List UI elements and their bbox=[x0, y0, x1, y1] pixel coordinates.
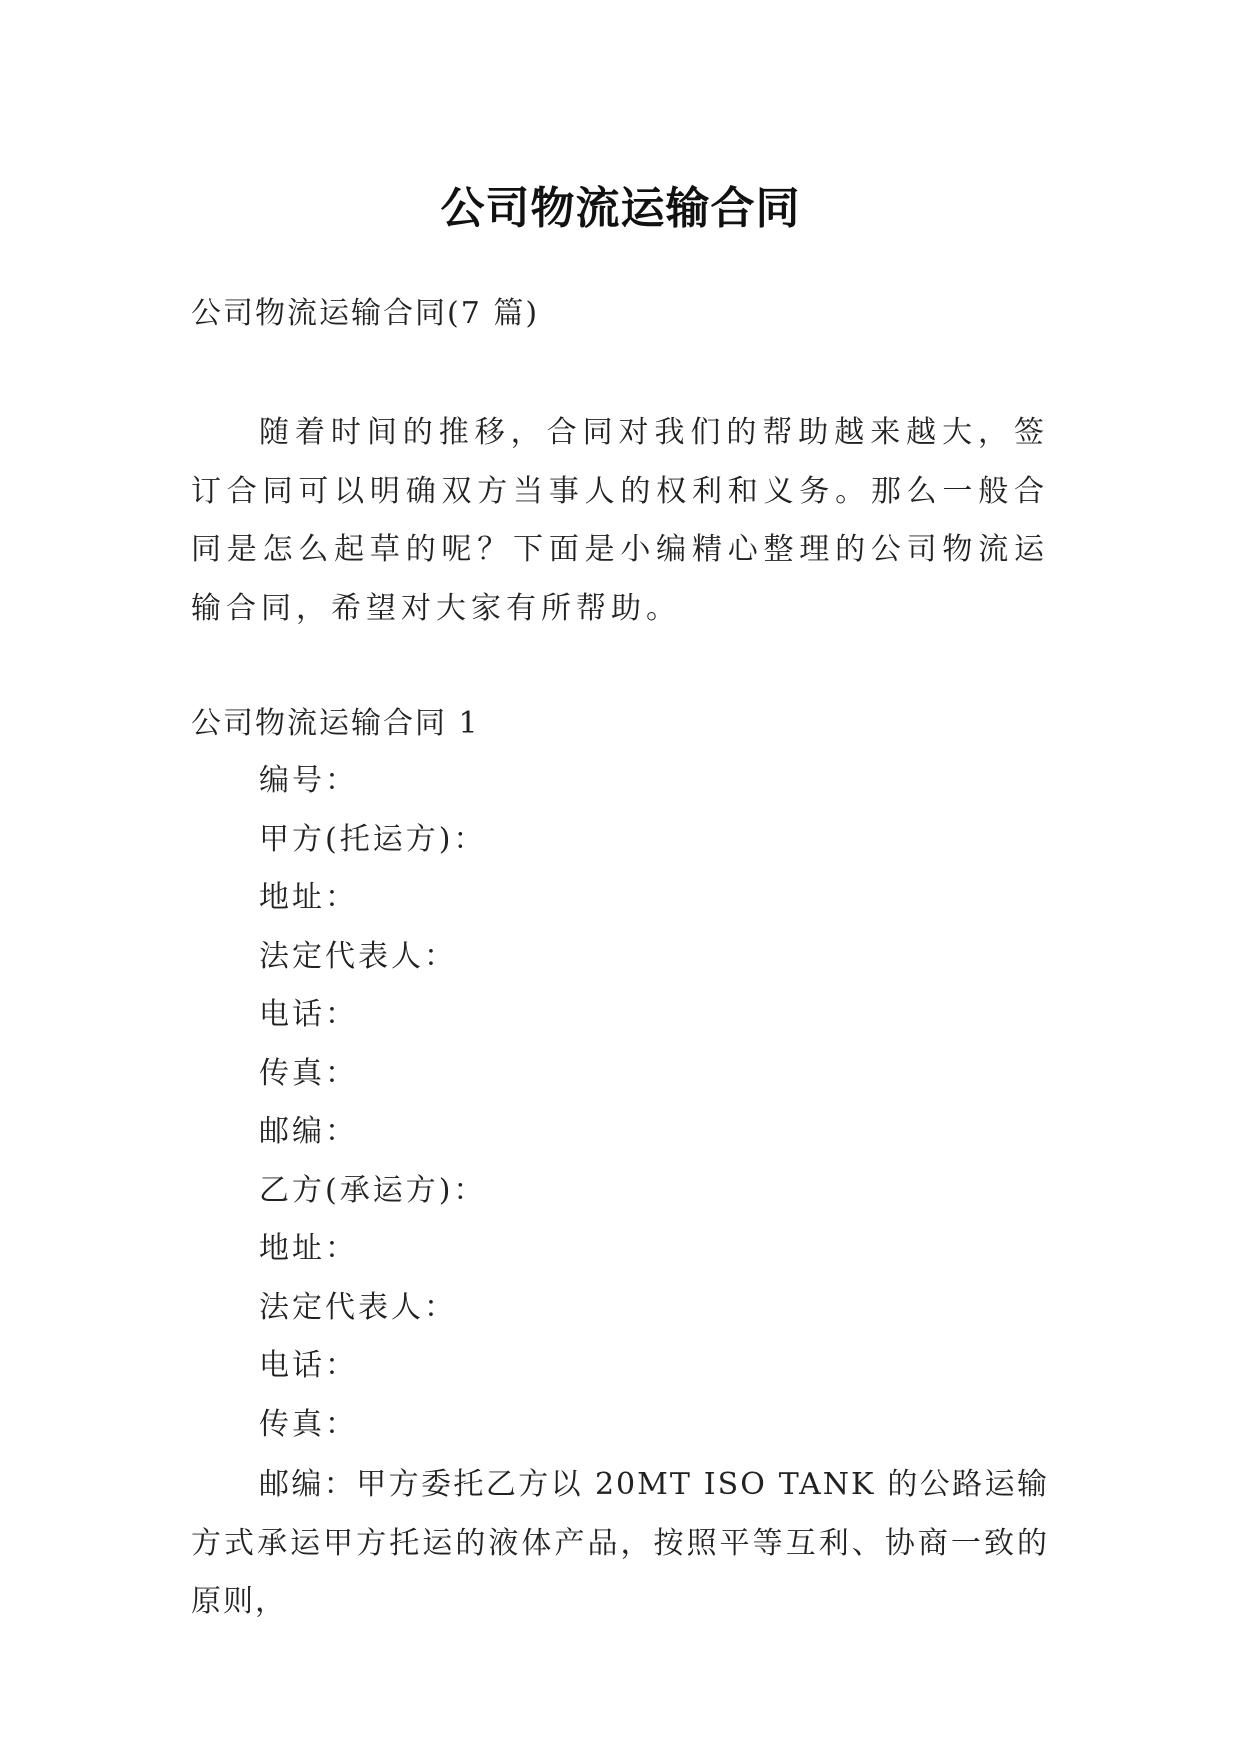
section-heading: 公司物流运输合同 1 bbox=[191, 706, 480, 741]
document-title: 公司物流运输合同 bbox=[440, 183, 801, 235]
field-party-a-address: 地址： bbox=[259, 880, 358, 915]
field-party-b-address: 地址： bbox=[259, 1231, 358, 1266]
field-party-b-phone: 电话： bbox=[259, 1348, 358, 1383]
field-party-b-legal-rep: 法定代表人： bbox=[259, 1289, 457, 1325]
contract-fields-list bbox=[259, 752, 486, 1454]
field-party-a: 甲方(托运方)： bbox=[259, 821, 487, 857]
field-party-a-legal-rep: 法定代表人： bbox=[259, 938, 457, 974]
field-party-a-phone: 电话： bbox=[259, 997, 358, 1032]
document-subtitle: 公司物流运输合同(7 篇) bbox=[191, 296, 540, 331]
field-party-b: 乙方(承运方)： bbox=[259, 1172, 487, 1208]
closing-paragraph: 邮编：甲方委托乙方以 20MT ISO TANK 的公路运输方式承运甲方托运的液体产品，按照平等互利、协商一致的原则， bbox=[191, 1467, 1049, 1619]
field-party-a-fax: 传真： bbox=[259, 1055, 358, 1091]
intro-paragraph: 随着时间的推移，合同对我们的帮助越来越大，签订合同可以明确双方当事人的权利和义务。那么一般合同是怎么起草的呢？下面是小编精心整理的公司物流运输合同，希望对大家有所帮助。 bbox=[191, 415, 1049, 626]
field-contract-number: 编号： bbox=[259, 763, 358, 798]
field-party-b-fax: 传真： bbox=[259, 1406, 358, 1442]
field-party-a-postcode: 邮编： bbox=[259, 1114, 358, 1149]
